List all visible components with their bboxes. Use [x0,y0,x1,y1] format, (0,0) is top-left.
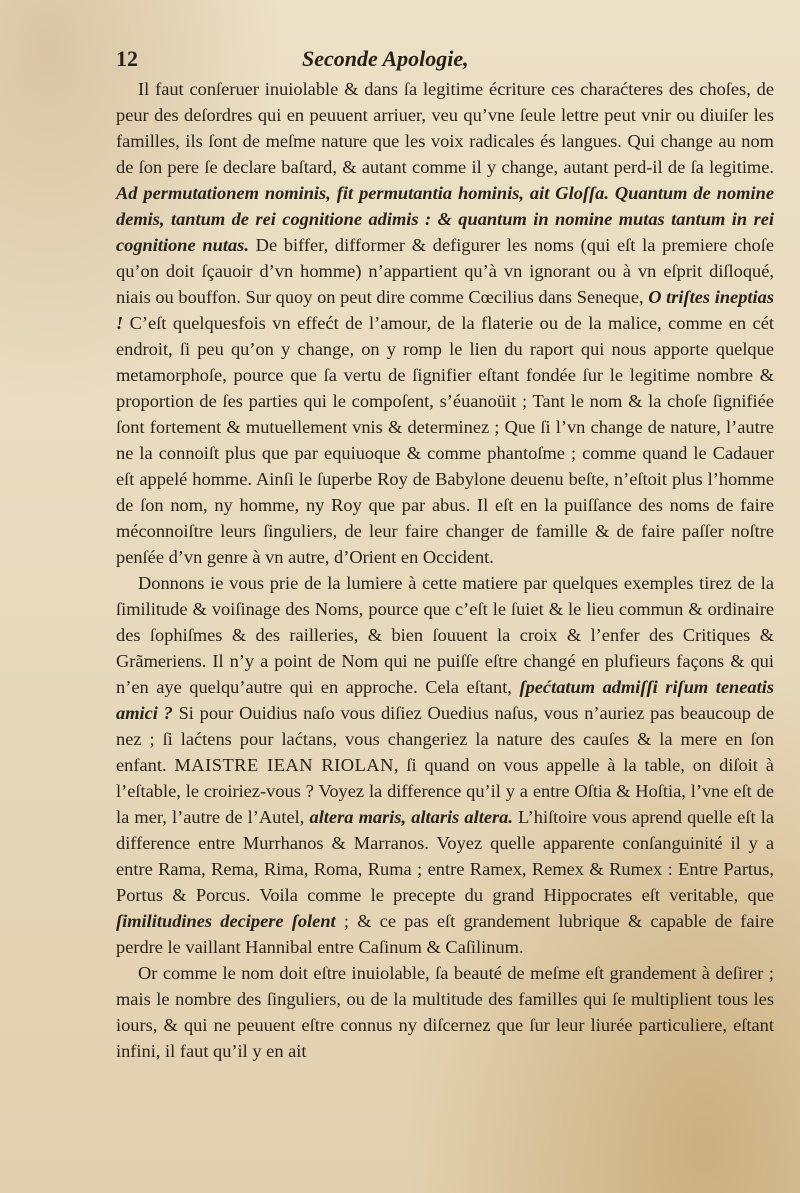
running-head [116,46,774,76]
text-run: Si pour Ouidius naſo vous diſiez Ouedius naſus, vous n’auriez pas beaucoup de nez ; ſi laćtens pour laćtans, vous changeriez la nature des cauſes & la mere en ſon enfant. [116,703,774,775]
paragraph [116,570,774,960]
text-run: ; & ce pas eſt grandement lubrique & capable de faire perdre le vaillant Hannibal entre Caſinum & Caſilinum. [116,911,774,957]
text-run: De biffer, difformer & defigurer les noms (qui eſt la premiere choſe qu’on doit ſçauoir d’vn homme) n’appartient qu’à vn ignorant ou à vn eſprit diſloqué, niais ou bouffon. Sur quoy on peut dire comme Cœcilius dans Seneque, [116,235,774,307]
text-run: Or comme le nom doit eſtre inuiolable, ſa beauté de meſme eſt grandement à deſirer ; mais le nombre des ſinguliers, ou de la multitude des familles qui ſe multiplient tous les iours, & qui ne peuuent eſtre connus ny diſcernez que ſur leur liurée particuliere, eſtant infini, il faut qu’il y en ait [116,963,774,1061]
paragraph [116,76,774,570]
body-text [116,76,774,1064]
italic-run: ſimilitudines decipere ſolent [116,911,336,931]
text-run: Il faut conſeruer inuiolable & dans ſa legitime écriture ces charaćteres des choſes, de peur des deſordres qui en peuuent arriuer, veu qu’vne ſeule lettre peut vnir ou diuiſer les familles, ils ſont de meſme nature que les voix radicales és langues. Qui change au nom de ſon pere ſe declare baſtard, & autant comme il y change, autant perd-il de ſa legitime. [116,79,774,177]
page-number: 12 [116,46,138,71]
text-run: Donnons ie vous prie de la lumiere à cette matiere par quelques exemples tirez de la ſimilitude & voiſinage des Noms, pource que c’eſt le ſuiet & le lieu commun & ordinaire des ſophiſmes & des railleries, & bien ſouuent la croix & l’enfer des Critiques & Grãmeriens. Il n’y a point de Nom qui ne puiſſe eſtre changé en plufieurs façons & qui n’en aye quelqu’autre qui en approche. Cela eſtant, [116,573,774,697]
running-title: Seconde Apologie, [302,46,469,71]
text-run: , ſi quand on vous appelle à la table, on diſoit à l’eſtable, le croiriez-vous ? Voyez la difference qu’il y a entre Oſtia & Hoſtia, l’vne eſt de la mer, l’autre de l’Autel, [116,755,774,827]
text-run: L’hiſtoire vous aprend quelle eſt la difference entre Murrhanos & Marranos. Voyez quelle apparente conſanguinité il y a entre Rama, Rema, Rima, Roma, Ruma ; entre Ramex, Remex & Rumex : Entre Partus, Portus & Porcus. Voila comme le precepte du grand Hippocrates eſt veritable, que [116,807,774,905]
italic-run: altera maris, altaris altera. [309,807,513,827]
name-run: MAISTRE IEAN RIOLAN [174,755,394,775]
italic-run: ſpećtatum admiſſi riſum teneatis amici ? [116,677,774,723]
italic-run: O triſtes ineptias ! [116,287,774,333]
text-run: C’eſt quelquesfois vn effećt de l’amour, de la flaterie ou de la malice, comme en cét endroit, ſi peu qu’on y change, on y romp le lien du raport qui nous apporte quelque metamorphoſe, pource que ſa vertu de ſignifier eſtant fondée ſur le legitime nombre & proportion de ſes parties qui le compoſent, s’éuanoüit ; Tant le nom & la choſe ſignifiée ſont fortement & mutuellement vnis & determinez ; Que ſi l’vn change de nature, l’autre ne la connoiſt plus que par equiuoque & comme phantoſme ; comme quand le Cadauer eſt appelé homme. Ainſi le ſuperbe Roy de Babylone deuenu beſte, n’eſtoit plus l’homme de ſon nom, ny homme, ny Roy que par abus. Il eſt en la puiſſance des noms de faire méconnoiſtre leurs ſinguliers, de leur faire changer de famille & de faire paſſer noſtre penſée d’vn genre à vn autre, d’Orient en Occident. [116,313,774,567]
italic-run: Ad permutationem nominis, fit permutantia hominis, ait Gloſſa. Quantum de nomine demis, tantum de rei cognitione adimis : & quantum in nomine mutas tantum in rei cognitione nutas. [116,183,774,255]
paragraph [116,960,774,1064]
